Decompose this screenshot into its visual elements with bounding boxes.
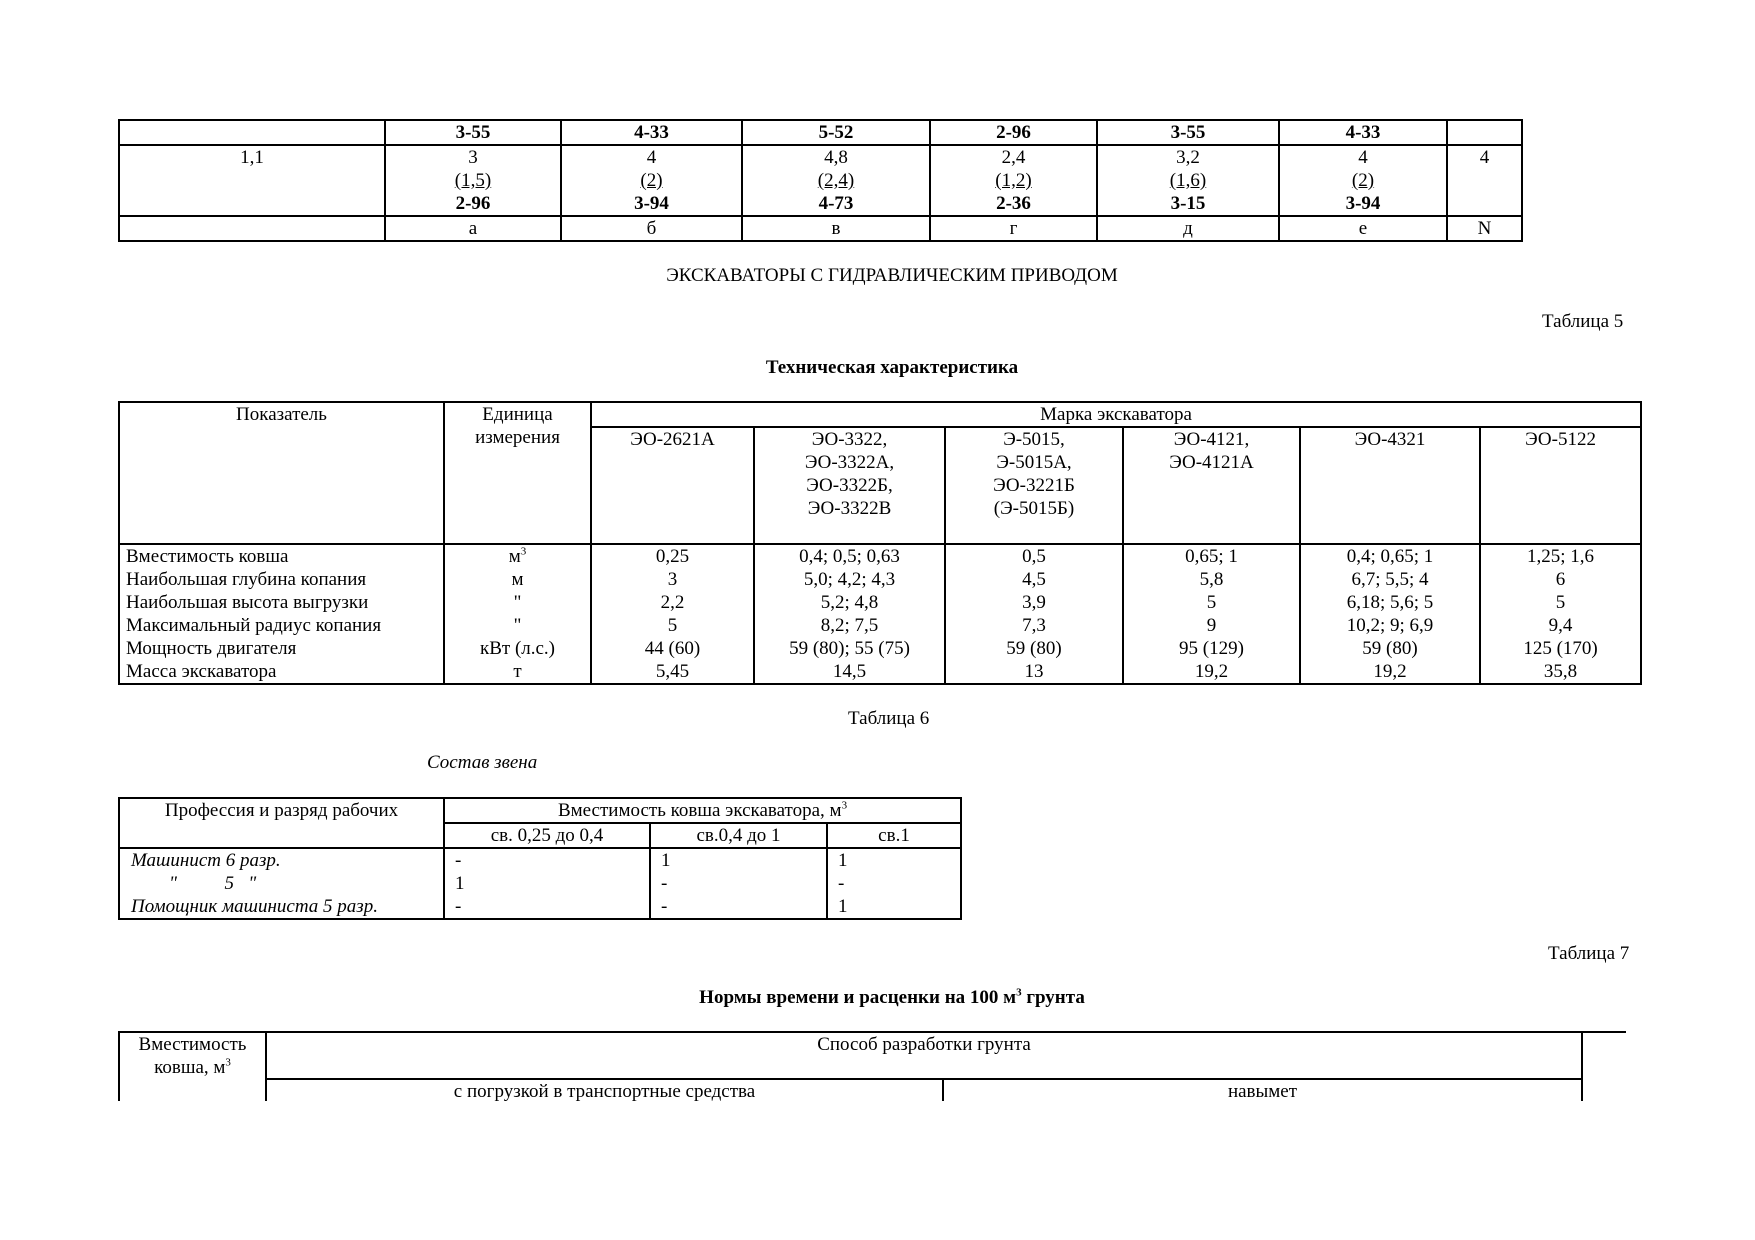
table7-title <box>0 986 1755 1009</box>
table7-title-text: Нормы времени и расценки на 100 м <box>699 987 1017 1008</box>
value: 9,4 <box>1548 615 1573 636</box>
sub-header: св.1 <box>827 823 961 848</box>
value: 19,2 <box>1194 661 1229 682</box>
value: 5 <box>667 615 678 636</box>
row-unit: " <box>513 615 522 636</box>
value-paren: (1,6) <box>1169 170 1207 191</box>
crew-count: 1 <box>838 896 848 917</box>
cell: б <box>561 216 742 241</box>
value-paren: (2) <box>1351 170 1375 191</box>
model-line: ЭО-2621А <box>630 429 715 450</box>
crew-column <box>444 848 650 919</box>
sub-header: св. 0,25 до 0,4 <box>444 823 650 848</box>
value: 0,65; 1 <box>1185 546 1238 567</box>
header-capacity-text: Вместимость ковша экскаватора, м <box>557 800 842 821</box>
value: 125 (170) <box>1523 638 1598 659</box>
cell: г <box>930 216 1097 241</box>
rate: 3-94 <box>634 193 669 214</box>
rate: 4-73 <box>818 193 854 214</box>
cell <box>742 145 930 216</box>
value-paren: (2) <box>640 170 663 191</box>
value: 3 <box>667 569 678 590</box>
value: 35,8 <box>1543 661 1578 682</box>
model-line: ЭО-3322А, <box>804 452 895 473</box>
value: 19,2 <box>1373 661 1407 682</box>
value: 0,5 <box>1022 546 1046 567</box>
cell: 5-52 <box>742 120 930 145</box>
header-unit-line: измерения <box>475 427 560 448</box>
value: 4,5 <box>1022 569 1046 590</box>
row-name: Вместимость ковша <box>126 546 289 567</box>
unit-sup: 3 <box>520 545 527 558</box>
sup: 3 <box>225 1056 231 1069</box>
table5-body <box>119 544 1641 684</box>
cell: 3-55 <box>385 120 561 145</box>
value: 3 <box>468 147 478 168</box>
indicator-column <box>119 544 444 684</box>
model-line: ЭО-4321 <box>1354 429 1426 450</box>
value: 3,2 <box>1176 147 1200 168</box>
value: 3,9 <box>1022 592 1046 613</box>
cell <box>1447 120 1522 145</box>
sup: 3 <box>841 799 848 812</box>
table-top-footer-row <box>119 216 1522 241</box>
cell <box>561 145 742 216</box>
header-line <box>126 1056 259 1079</box>
rate: 2-36 <box>996 193 1031 214</box>
header-brand: Марка экскаватора <box>591 402 1641 427</box>
sup: 3 <box>1016 986 1022 999</box>
profession-column <box>119 848 444 919</box>
table7-sub-row <box>119 1079 1626 1101</box>
table7-label: Таблица 7 <box>1548 943 1630 964</box>
sub-header: св.0,4 до 1 <box>650 823 827 848</box>
header-capacity <box>444 798 961 823</box>
profession: Помощник машиниста 5 разр. <box>131 896 378 917</box>
value: 5 <box>1206 592 1217 613</box>
table-top-header-row <box>119 120 1522 145</box>
value: 2,2 <box>660 592 685 613</box>
crew-count: - <box>455 850 462 871</box>
unit-column <box>444 544 591 684</box>
cell <box>119 120 385 145</box>
cell: 2-96 <box>930 120 1097 145</box>
value: 14,5 <box>832 661 867 682</box>
cell <box>1279 145 1447 216</box>
row-unit: т <box>513 661 522 682</box>
value: 5 <box>1555 592 1566 613</box>
cell: 4-33 <box>561 120 742 145</box>
crew-count: 1 <box>455 873 465 894</box>
profession: " 5 " <box>169 873 257 894</box>
cell: 1,1 <box>119 145 385 216</box>
table5-header-row <box>119 402 1641 427</box>
cell <box>385 145 561 216</box>
header-unit-line: Единица <box>482 404 553 425</box>
value: 7,3 <box>1022 615 1046 636</box>
header-profession: Профессия и разряд рабочих <box>119 798 444 848</box>
value: 5,8 <box>1199 569 1224 590</box>
model-line: ЭО-3322, <box>811 429 888 450</box>
value: 8,2; 7,5 <box>820 615 879 636</box>
empty-cell <box>1582 1032 1626 1101</box>
row-unit: м <box>511 569 524 590</box>
table6-title: Состав звена <box>427 752 538 773</box>
model-line: Э-5015, <box>1003 429 1065 450</box>
row-unit: кВт (л.с.) <box>479 638 556 659</box>
cell: 4-33 <box>1279 120 1447 145</box>
value-column <box>945 544 1123 684</box>
model-line: ЭО-4121А <box>1169 452 1254 473</box>
value: 0,4; 0,5; 0,63 <box>799 546 900 567</box>
value-paren: (1,5) <box>454 170 492 191</box>
value: 4 <box>646 147 657 168</box>
table6-crew <box>118 797 962 920</box>
crew-count: 1 <box>661 850 671 871</box>
model-cell <box>1480 427 1641 544</box>
model-cell <box>1300 427 1480 544</box>
value: 44 (60) <box>644 638 701 659</box>
value: 5,2; 4,8 <box>820 592 879 613</box>
value: 59 (80) <box>1006 638 1062 659</box>
model-line: ЭО-3322Б, <box>806 475 893 496</box>
profession: Машинист 6 разр. <box>131 850 281 871</box>
row-name: Масса экскаватора <box>126 661 277 682</box>
value: 6 <box>1555 569 1566 590</box>
header-unit <box>444 402 591 544</box>
cell: а <box>385 216 561 241</box>
value: 4,8 <box>824 147 848 168</box>
model-line: ЭО-4121, <box>1173 429 1250 450</box>
value-column <box>1300 544 1480 684</box>
model-line: ЭО-3221Б <box>993 475 1075 496</box>
table7-fragment <box>118 1031 1626 1101</box>
table7-header-row <box>119 1032 1626 1079</box>
value-column <box>754 544 945 684</box>
value-paren: (2,4) <box>817 170 855 191</box>
value: 59 (80); 55 (75) <box>789 638 910 659</box>
value: 95 (129) <box>1179 638 1244 659</box>
cell: е <box>1279 216 1447 241</box>
value: 9 <box>1206 615 1217 636</box>
row-unit <box>451 545 584 568</box>
table6-label: Таблица 6 <box>848 708 930 729</box>
cell <box>930 145 1097 216</box>
value-paren: (1,2) <box>995 170 1032 191</box>
crew-count: - <box>661 873 668 894</box>
value-column <box>1480 544 1641 684</box>
cell: 3-55 <box>1097 120 1279 145</box>
value: 10,2; 9; 6,9 <box>1346 615 1434 636</box>
crew-count: - <box>661 896 668 917</box>
cell <box>1097 145 1279 216</box>
value: 5,45 <box>655 661 690 682</box>
model-line: ЭО-3322В <box>807 498 892 519</box>
value: 0,25 <box>655 546 690 567</box>
row-name: Наибольшая высота выгрузки <box>126 592 369 613</box>
value: 2,4 <box>1001 147 1026 168</box>
model-cell <box>754 427 945 544</box>
header-method: Способ разработки грунта <box>266 1032 1582 1079</box>
model-cell <box>591 427 754 544</box>
header-line: Вместимость <box>138 1034 247 1055</box>
table6-body <box>119 848 961 919</box>
model-line: (Э-5015Б) <box>993 498 1075 519</box>
cell: в <box>742 216 930 241</box>
row-name: Наибольшая глубина копания <box>126 569 367 590</box>
value-column <box>1123 544 1300 684</box>
value: 6,7; 5,5; 4 <box>1351 569 1429 590</box>
header-capacity <box>119 1032 266 1101</box>
value: 6,18; 5,6; 5 <box>1346 592 1434 613</box>
crew-count: - <box>838 873 845 894</box>
table7-title-tail: грунта <box>1021 987 1085 1008</box>
sub-header: навымет <box>943 1079 1582 1101</box>
crew-count: - <box>455 896 462 917</box>
table7-norms <box>118 1031 1626 1101</box>
sub-header: с погрузкой в транспортные средства <box>266 1079 943 1101</box>
value: 5,0; 4,2; 4,3 <box>803 569 896 590</box>
cell: д <box>1097 216 1279 241</box>
table5-label: Таблица 5 <box>1542 311 1624 332</box>
model-cell <box>1123 427 1300 544</box>
crew-count: 1 <box>838 850 848 871</box>
cell: 4 <box>1447 145 1522 216</box>
value: 4 <box>1358 147 1368 168</box>
value: 59 (80) <box>1362 638 1418 659</box>
table5-specs <box>118 401 1642 685</box>
model-line: ЭО-5122 <box>1525 429 1596 450</box>
rate: 2-96 <box>455 193 491 214</box>
value: 0,4; 0,65; 1 <box>1346 546 1434 567</box>
header-line-text: ковша, м <box>154 1057 226 1078</box>
value-column <box>591 544 754 684</box>
value: 13 <box>1024 661 1044 682</box>
crew-column <box>827 848 961 919</box>
crew-column <box>650 848 827 919</box>
value: 1,25; 1,6 <box>1527 546 1595 567</box>
rate: 3-94 <box>1345 193 1381 214</box>
table-top-fragment <box>118 119 1523 242</box>
row-name: Максимальный радиус копания <box>126 615 382 636</box>
row-name: Мощность двигателя <box>126 638 297 659</box>
cell: N <box>1447 216 1522 241</box>
table-top-data-row <box>119 145 1522 216</box>
cell <box>119 216 385 241</box>
table5-title: Техническая характеристика <box>765 357 1019 378</box>
rate: 3-15 <box>1170 193 1206 214</box>
unit-text: м <box>508 546 521 567</box>
model-line: Э-5015А, <box>996 452 1072 473</box>
header-indicator: Показатель <box>119 402 444 544</box>
table6-header-row <box>119 798 961 823</box>
model-cell <box>945 427 1123 544</box>
row-unit: " <box>513 592 522 613</box>
section-title: ЭКСКАВАТОРЫ С ГИДРАВЛИЧЕСКИМ ПРИВОДОМ <box>666 265 1118 286</box>
